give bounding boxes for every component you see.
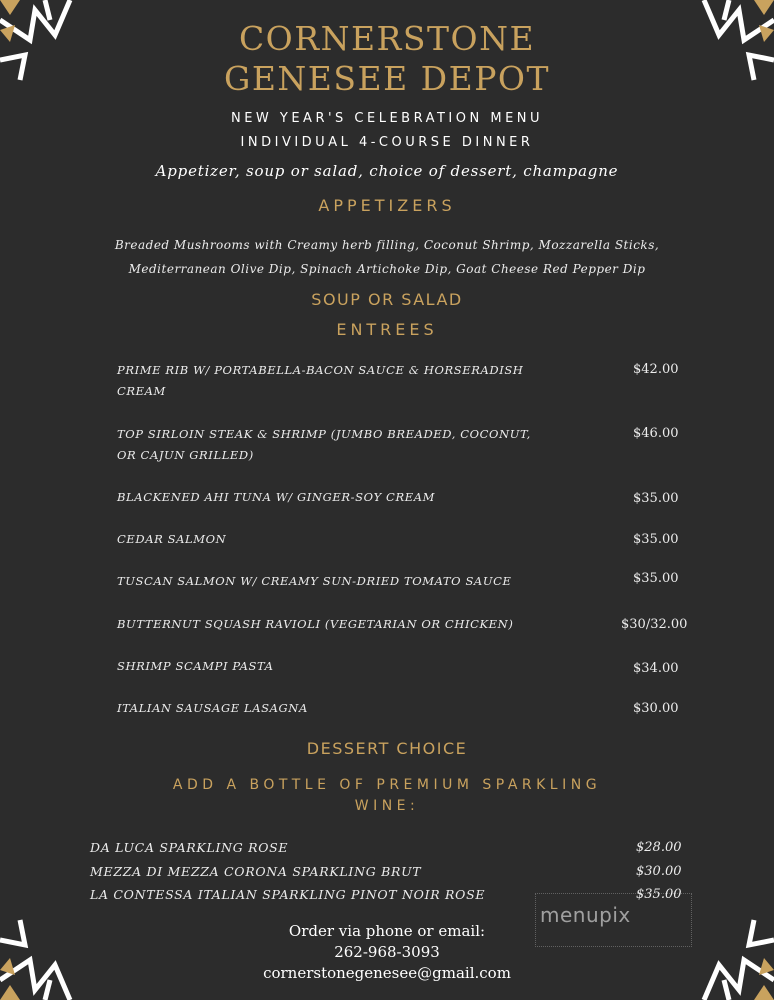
entree-name: SHRIMP SCAMPI PASTA (117, 659, 274, 673)
order-email: cornerstonegenesee@gmail.com (263, 964, 511, 982)
appetizers-heading: APPETIZERS (318, 196, 456, 215)
entree-name: PRIME RIB W/ PORTABELLA-BACON SAUCE & HORSERADISH CREAM (117, 363, 524, 398)
entree-name: TOP SIRLOIN STEAK & SHRIMP (JUMBO BREADED, COCONUT, OR CAJUN GRILLED) (117, 427, 531, 462)
wine-name: LA CONTESSA ITALIAN SPARKLING PINOT NOIR ROSE (90, 887, 486, 902)
restaurant-name-line2: GENESEE DEPOT (223, 59, 550, 98)
restaurant-name-line1: CORNERSTONE (238, 19, 536, 58)
entree-name: TUSCAN SALMON W/ CREAMY SUN-DRIED TOMATO SAUCE (117, 574, 512, 588)
wine-price: $35.00 (636, 887, 682, 902)
entree-price: $42.00 (633, 362, 679, 377)
entree-price: $35.00 (633, 532, 679, 547)
entree-price: $34.00 (633, 661, 679, 676)
entree-price: $30.00 (633, 701, 679, 716)
entree-price: $35.00 (633, 491, 679, 506)
menu-tagline: Appetizer, soup or salad, choice of dessert, champagne (155, 162, 619, 180)
appetizers-list-line2: Mediterranean Olive Dip, Spinach Artichoke Dip, Goat Cheese Red Pepper Dip (128, 262, 646, 276)
wine-name: DA LUCA SPARKLING ROSE (90, 840, 289, 855)
wine-price: $30.00 (636, 864, 682, 879)
watermark-text: menupix (540, 903, 631, 927)
wine-price: $28.00 (636, 840, 682, 855)
entree-name: BUTTERNUT SQUASH RAVIOLI (VEGETARIAN OR CHICKEN) (117, 617, 514, 631)
entree-price: $46.00 (633, 426, 679, 441)
wine-name: MEZZA DI MEZZA CORONA SPARKLING BRUT (90, 864, 422, 879)
appetizers-list-line1: Breaded Mushrooms with Creamy herb filling, Coconut Shrimp, Mozzarella Sticks, (114, 238, 660, 252)
menu-subtitle-line1: NEW YEAR'S CELEBRATION MENU (230, 111, 544, 126)
order-phone: 262-968-3093 (334, 943, 440, 961)
entree-price: $30/32.00 (621, 617, 688, 632)
watermark-box (535, 893, 692, 947)
entree-name: CEDAR SALMON (117, 532, 227, 546)
soup-salad-heading: SOUP OR SALAD (311, 290, 463, 309)
wine-heading-line1: ADD A BOTTLE OF PREMIUM SPARKLING (172, 777, 602, 793)
order-instructions: Order via phone or email: (288, 922, 486, 940)
entree-price: $35.00 (633, 571, 679, 586)
entree-name: BLACKENED AHI TUNA W/ GINGER-SOY CREAM (117, 490, 435, 504)
entrees-heading: ENTREES (336, 320, 438, 339)
menu-subtitle-line2: INDIVIDUAL 4-COURSE DINNER (240, 135, 534, 150)
dessert-heading: DESSERT CHOICE (306, 739, 468, 758)
entree-name: ITALIAN SAUSAGE LASAGNA (117, 701, 308, 715)
wine-heading-line2: WINE: (354, 798, 420, 814)
